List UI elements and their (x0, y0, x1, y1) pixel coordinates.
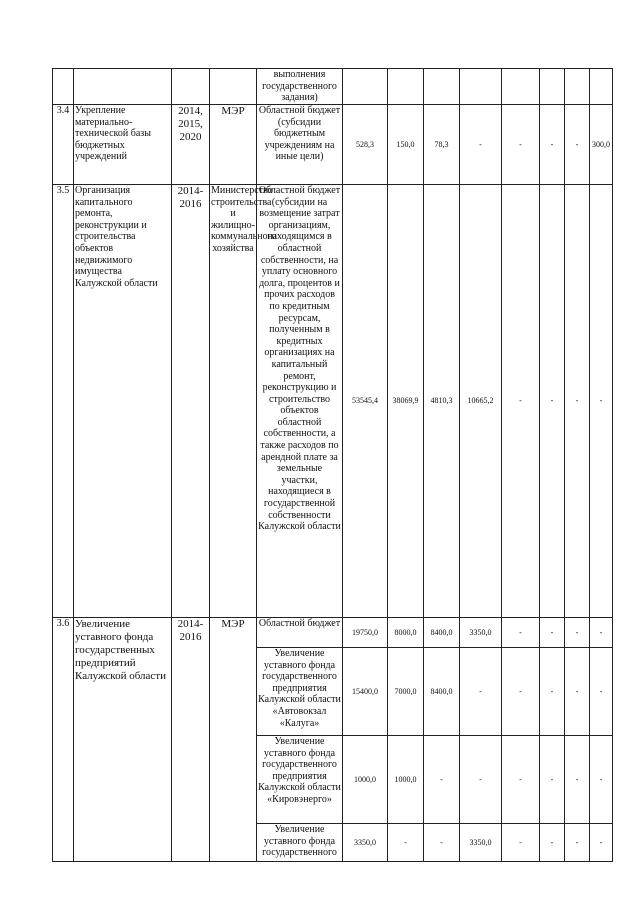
value-2020: - (590, 185, 613, 618)
value-2016: - (460, 648, 502, 736)
value-2020: - (590, 618, 613, 648)
value-2015: 8400,0 (424, 618, 460, 648)
row-number: 3.6 (53, 618, 74, 862)
funding-source: Областной бюджет (субсидии бюджетным учреждениям на иные цели) (257, 105, 343, 185)
value-2019: - (565, 618, 590, 648)
row-number: 3.5 (53, 185, 74, 618)
value-2019: - (565, 824, 590, 862)
value-2018: - (540, 824, 565, 862)
value-2017: - (502, 824, 540, 862)
value-total: 53545,4 (343, 185, 388, 618)
table-row (53, 69, 613, 105)
value-2020: - (590, 824, 613, 862)
value-2017: - (502, 648, 540, 736)
period: 2014-2016 (172, 185, 210, 618)
value-2015: 8400,0 (424, 648, 460, 736)
funding-source: Областной бюджет (субсидии на возмещение затрат организациям, находящимся в областной собственности, на уплату основного долга, процентов и прочих расходов по кредитным ресурсам, полученным в кредитных организациях на капитальный ремонт, реконструкцию и строительство объектов областной собственности, а также расходов по арендной плате за земельные участки, находящиеся в государственной собственности Калужской области (257, 185, 343, 618)
value-total: 528,3 (343, 105, 388, 185)
value-2019: - (565, 185, 590, 618)
value-2017: - (502, 185, 540, 618)
value-2019: - (565, 648, 590, 736)
value-2016: - (460, 105, 502, 185)
value-2015: - (424, 736, 460, 824)
value-2016: 3350,0 (460, 824, 502, 862)
value-2020: - (590, 648, 613, 736)
value-2015: 4810,3 (424, 185, 460, 618)
value-2017: - (502, 736, 540, 824)
value-2014: 150,0 (388, 105, 424, 185)
value-2018: - (540, 618, 565, 648)
value-2020: 300,0 (590, 105, 613, 185)
value-2017: - (502, 618, 540, 648)
row-number: 3.4 (53, 105, 74, 185)
table-row (53, 185, 613, 618)
value-total: 1000,0 (343, 736, 388, 824)
value-2018: - (540, 185, 565, 618)
value-2017: - (502, 105, 540, 185)
value-2014: 8000,0 (388, 618, 424, 648)
value-2016: - (460, 736, 502, 824)
executor: Министерство строительства и жилищно-коммунального хозяйства (210, 185, 257, 618)
measure-name: Укрепление материально-технической базы бюджетных учреждений (74, 105, 172, 185)
value-total: 3350,0 (343, 824, 388, 862)
value-2018: - (540, 736, 565, 824)
value-2019: - (565, 105, 590, 185)
value-2018: - (540, 648, 565, 736)
executor: МЭР (210, 105, 257, 185)
funding-source: выполнения государственного задания) (257, 69, 343, 105)
value-total: 19750,0 (343, 618, 388, 648)
funding-source: Увеличение уставного фонда государственного предприятия Калужской области «Автовокзал «Калуга» (257, 648, 343, 736)
value-2014: 38069,9 (388, 185, 424, 618)
period: 2014, 2015, 2020 (172, 105, 210, 185)
measure-name: Увеличение уставного фонда государственных предприятий Калужской области (74, 618, 172, 862)
measure-name: Организация капитального ремонта, реконструкции и строительства объектов недвижимого имущества Калужской области (74, 185, 172, 618)
value-2016: 3350,0 (460, 618, 502, 648)
value-2014: 1000,0 (388, 736, 424, 824)
program-table (52, 68, 613, 862)
table-row (53, 105, 613, 185)
value-2018: - (540, 105, 565, 185)
period: 2014-2016 (172, 618, 210, 862)
value-2016: 10665,2 (460, 185, 502, 618)
value-2019: - (565, 736, 590, 824)
funding-source: Областной бюджет (257, 618, 343, 648)
value-2020: - (590, 736, 613, 824)
funding-source: Увеличение уставного фонда государственного (257, 824, 343, 862)
value-2014: - (388, 824, 424, 862)
value-2014: 7000,0 (388, 648, 424, 736)
table-row (53, 618, 613, 648)
executor: МЭР (210, 618, 257, 862)
funding-source: Увеличение уставного фонда государственного предприятия Калужской области «Кировэнерго» (257, 736, 343, 824)
value-total: 15400,0 (343, 648, 388, 736)
value-2015: - (424, 824, 460, 862)
value-2015: 78,3 (424, 105, 460, 185)
